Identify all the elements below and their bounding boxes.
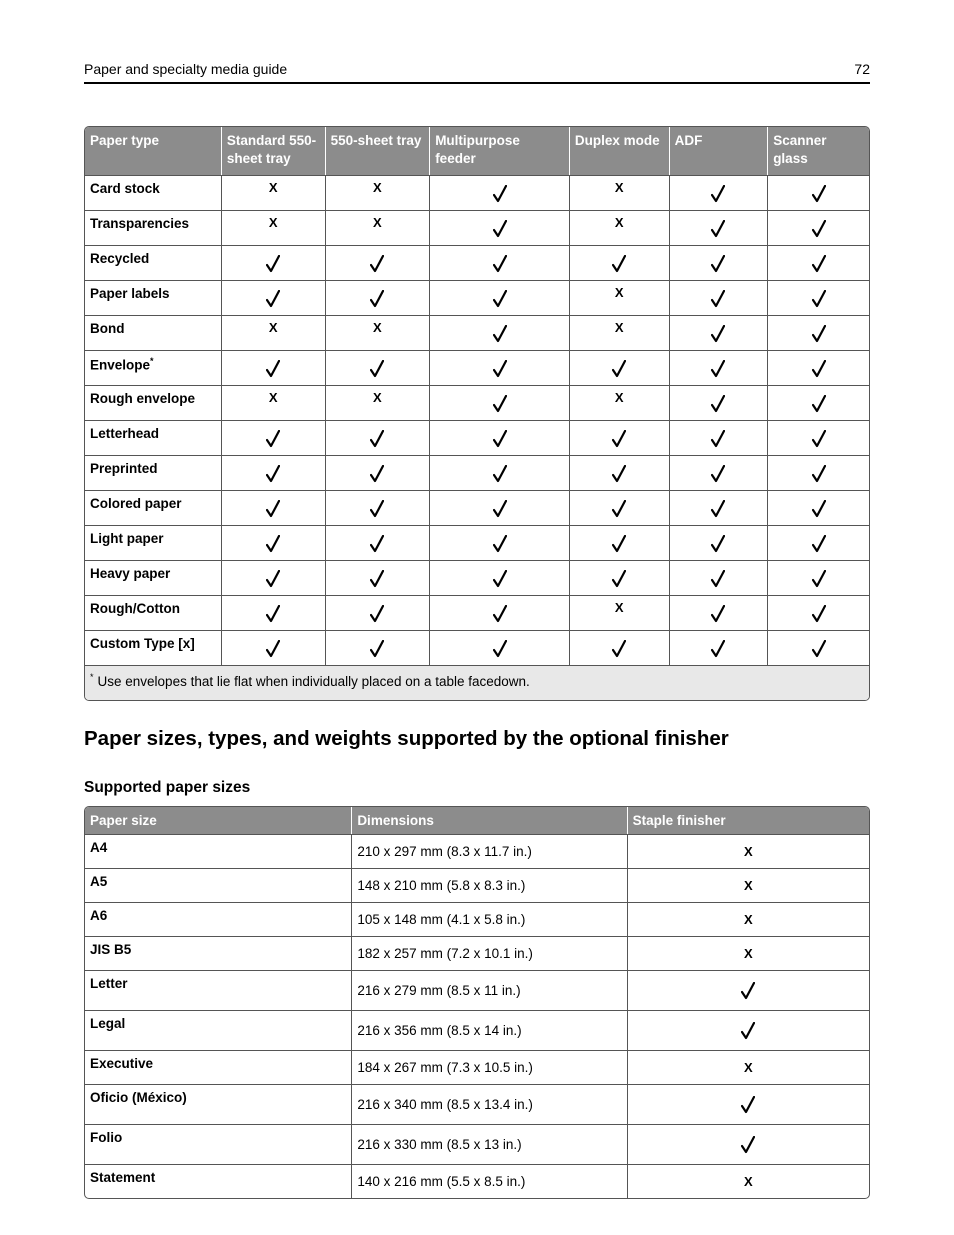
support-cell	[670, 385, 769, 420]
table-row	[85, 1124, 869, 1164]
paper-type-label: Rough envelope	[90, 391, 196, 406]
table-row	[85, 455, 869, 490]
checkmark-icon	[711, 640, 725, 658]
support-cell	[326, 245, 431, 280]
checkmark-icon	[711, 290, 725, 308]
support-cell	[430, 560, 570, 595]
paper-size-table	[84, 806, 870, 1199]
x-mark: X	[743, 1060, 753, 1075]
x-mark: X	[743, 878, 753, 893]
paper-type-cell	[85, 315, 222, 350]
paper-type-label: Letterhead	[90, 426, 160, 441]
column-header: Paper type	[85, 127, 222, 175]
x-mark: X	[373, 179, 382, 195]
checkmark-icon	[370, 290, 384, 308]
footnote-row	[85, 665, 869, 700]
support-cell	[570, 595, 670, 630]
support-cell	[430, 245, 570, 280]
checkmark-icon	[370, 605, 384, 623]
support-cell	[430, 210, 570, 245]
support-cell	[768, 175, 869, 210]
table-row	[85, 595, 869, 630]
checkmark-icon	[266, 640, 280, 658]
support-cell	[670, 350, 769, 385]
x-mark: X	[743, 1174, 753, 1189]
support-cell	[570, 350, 670, 385]
table-row	[85, 560, 869, 595]
table-row	[85, 210, 869, 245]
paper-type-cell	[85, 630, 222, 665]
paper-type-support-table	[84, 126, 870, 701]
checkmark-icon	[812, 395, 826, 413]
paper-size-cell: Oficio (México)	[85, 1084, 352, 1124]
checkmark-icon	[493, 185, 507, 203]
checkmark-icon	[741, 982, 755, 1000]
support-cell	[222, 595, 326, 630]
footnote-symbol: *	[90, 672, 94, 682]
support-cell	[222, 560, 326, 595]
staple-cell	[628, 902, 869, 936]
support-cell	[768, 560, 869, 595]
checkmark-icon	[370, 465, 384, 483]
support-cell	[570, 420, 670, 455]
support-cell	[570, 245, 670, 280]
checkmark-icon	[812, 500, 826, 518]
support-cell	[670, 280, 769, 315]
checkmark-icon	[370, 570, 384, 588]
support-cell	[570, 315, 670, 350]
checkmark-icon	[370, 360, 384, 378]
checkmark-icon	[711, 220, 725, 238]
x-mark: X	[614, 179, 624, 195]
support-cell	[570, 490, 670, 525]
column-header: ADF	[670, 127, 769, 175]
paper-type-label: Colored paper	[90, 496, 182, 511]
support-cell	[326, 280, 431, 315]
column-header: Multipurpose feeder	[430, 127, 570, 175]
page-number: 72	[854, 61, 870, 77]
support-cell	[326, 210, 431, 245]
paper-type-label: Envelope	[90, 357, 151, 373]
checkmark-icon	[370, 255, 384, 273]
paper-type-label: Paper labels	[90, 286, 170, 301]
support-cell	[430, 525, 570, 560]
checkmark-icon	[711, 605, 725, 623]
support-cell	[768, 420, 869, 455]
paper-type-label: Preprinted	[90, 461, 158, 476]
checkmark-icon	[370, 535, 384, 553]
support-cell	[430, 315, 570, 350]
table-row	[85, 385, 869, 420]
checkmark-icon	[493, 220, 507, 238]
support-cell	[430, 385, 570, 420]
checkmark-icon	[493, 500, 507, 518]
support-cell	[670, 525, 769, 560]
dimensions-cell: 216 x 340 mm (8.5 x 13.4 in.)	[352, 1084, 627, 1124]
paper-type-label: Light paper	[90, 531, 164, 546]
support-cell	[570, 455, 670, 490]
paper-type-cell	[85, 245, 222, 280]
checkmark-icon	[493, 290, 507, 308]
support-cell	[326, 595, 431, 630]
support-cell	[570, 280, 670, 315]
paper-size-cell: Folio	[85, 1124, 352, 1164]
support-cell	[326, 525, 431, 560]
table-row	[85, 1084, 869, 1124]
support-cell	[222, 630, 326, 665]
checkmark-icon	[370, 500, 384, 518]
paper-size-cell: JIS B5	[85, 936, 352, 970]
paper-size-cell: Legal	[85, 1010, 352, 1050]
table-row	[85, 834, 869, 868]
support-cell	[222, 245, 326, 280]
paper-type-cell	[85, 175, 222, 210]
support-cell	[768, 210, 869, 245]
dimensions-cell: 210 x 297 mm (8.3 x 11.7 in.)	[352, 834, 627, 868]
support-cell	[222, 350, 326, 385]
x-mark: X	[614, 284, 624, 300]
checkmark-icon	[812, 290, 826, 308]
checkmark-icon	[612, 360, 626, 378]
table-row	[85, 1010, 869, 1050]
table-row	[85, 525, 869, 560]
checkmark-icon	[266, 500, 280, 518]
checkmark-icon	[812, 430, 826, 448]
x-mark: X	[743, 912, 753, 927]
x-mark: X	[614, 389, 624, 405]
staple-cell	[628, 1010, 869, 1050]
paper-type-cell	[85, 490, 222, 525]
dimensions-cell: 216 x 356 mm (8.5 x 14 in.)	[352, 1010, 627, 1050]
support-cell	[768, 490, 869, 525]
checkmark-icon	[741, 1096, 755, 1114]
support-cell	[768, 385, 869, 420]
dimensions-cell: 148 x 210 mm (5.8 x 8.3 in.)	[352, 868, 627, 902]
table-row	[85, 902, 869, 936]
column-header: Scanner glass	[768, 127, 869, 175]
checkmark-icon	[612, 430, 626, 448]
checkmark-icon	[812, 185, 826, 203]
paper-type-label: Custom Type [x]	[90, 636, 195, 651]
checkmark-icon	[612, 255, 626, 273]
column-header: Dimensions	[352, 807, 627, 834]
support-cell	[768, 350, 869, 385]
x-mark: X	[614, 214, 624, 230]
checkmark-icon	[711, 500, 725, 518]
paper-type-cell	[85, 560, 222, 595]
footnote-ref: *	[150, 356, 154, 366]
checkmark-icon	[370, 640, 384, 658]
checkmark-icon	[493, 430, 507, 448]
paper-type-cell	[85, 595, 222, 630]
support-cell	[670, 560, 769, 595]
support-cell	[326, 350, 431, 385]
checkmark-icon	[266, 360, 280, 378]
table-row	[85, 245, 869, 280]
checkmark-icon	[493, 360, 507, 378]
page-header	[84, 60, 870, 84]
support-cell	[430, 280, 570, 315]
dimensions-cell: 182 x 257 mm (7.2 x 10.1 in.)	[352, 936, 627, 970]
support-cell	[570, 210, 670, 245]
support-cell	[670, 315, 769, 350]
checkmark-icon	[812, 255, 826, 273]
table-footnote	[85, 665, 869, 700]
checkmark-icon	[266, 535, 280, 553]
checkmark-icon	[493, 570, 507, 588]
checkmark-icon	[266, 465, 280, 483]
section-heading: Paper sizes, types, and weights supported by the optional finisher	[84, 727, 729, 750]
support-cell	[222, 280, 326, 315]
table-row	[85, 490, 869, 525]
table-row	[85, 315, 869, 350]
checkmark-icon	[711, 430, 725, 448]
checkmark-icon	[612, 640, 626, 658]
support-cell	[570, 525, 670, 560]
paper-type-cell	[85, 455, 222, 490]
staple-cell	[628, 1084, 869, 1124]
support-cell	[670, 595, 769, 630]
checkmark-icon	[612, 500, 626, 518]
paper-type-label: Bond	[90, 321, 125, 336]
support-cell	[768, 280, 869, 315]
checkmark-icon	[493, 255, 507, 273]
support-cell	[326, 560, 431, 595]
column-header: Standard 550-sheet tray	[222, 127, 326, 175]
checkmark-icon	[612, 570, 626, 588]
support-cell	[768, 315, 869, 350]
support-cell	[570, 175, 670, 210]
paper-type-cell	[85, 420, 222, 455]
x-mark: X	[268, 214, 278, 230]
support-cell	[670, 420, 769, 455]
checkmark-icon	[812, 535, 826, 553]
staple-cell	[628, 868, 869, 902]
checkmark-icon	[266, 605, 280, 623]
x-mark: X	[373, 319, 382, 335]
paper-size-cell: Statement	[85, 1164, 352, 1198]
support-cell	[430, 595, 570, 630]
table-row	[85, 868, 869, 902]
table-row	[85, 420, 869, 455]
staple-cell	[628, 1050, 869, 1084]
table-row	[85, 630, 869, 665]
checkmark-icon	[711, 395, 725, 413]
checkmark-icon	[493, 640, 507, 658]
checkmark-icon	[266, 255, 280, 273]
checkmark-icon	[493, 395, 507, 413]
x-mark: X	[743, 946, 753, 961]
paper-type-cell	[85, 350, 222, 385]
column-header: Staple finisher	[628, 807, 869, 834]
checkmark-icon	[812, 605, 826, 623]
checkmark-icon	[741, 1022, 755, 1040]
checkmark-icon	[266, 570, 280, 588]
staple-cell	[628, 1164, 869, 1198]
x-mark: X	[268, 389, 278, 405]
support-cell	[326, 315, 431, 350]
support-cell	[430, 350, 570, 385]
x-mark: X	[268, 179, 278, 195]
subsection-heading: Supported paper sizes	[84, 779, 251, 796]
support-cell	[768, 595, 869, 630]
checkmark-icon	[711, 255, 725, 273]
footnote-text: Use envelopes that lie flat when individually placed on a table facedown.	[97, 673, 530, 689]
table-row	[85, 1050, 869, 1084]
column-header: 550-sheet tray	[326, 127, 431, 175]
support-cell	[430, 630, 570, 665]
checkmark-icon	[612, 465, 626, 483]
support-cell	[326, 420, 431, 455]
checkmark-icon	[711, 570, 725, 588]
checkmark-icon	[493, 465, 507, 483]
table-row	[85, 280, 869, 315]
support-cell	[222, 210, 326, 245]
dimensions-cell: 216 x 330 mm (8.5 x 13 in.)	[352, 1124, 627, 1164]
dimensions-cell: 216 x 279 mm (8.5 x 11 in.)	[352, 970, 627, 1010]
support-cell	[326, 455, 431, 490]
support-cell	[222, 455, 326, 490]
x-mark: X	[373, 389, 382, 405]
paper-type-cell	[85, 210, 222, 245]
support-cell	[326, 175, 431, 210]
support-cell	[570, 630, 670, 665]
support-cell	[222, 315, 326, 350]
support-cell	[430, 175, 570, 210]
staple-cell	[628, 1124, 869, 1164]
support-cell	[326, 630, 431, 665]
checkmark-icon	[266, 430, 280, 448]
paper-size-cell: A5	[85, 868, 352, 902]
paper-type-label: Transparencies	[90, 216, 190, 231]
support-cell	[430, 420, 570, 455]
checkmark-icon	[493, 535, 507, 553]
checkmark-icon	[711, 325, 725, 343]
support-cell	[768, 455, 869, 490]
checkmark-icon	[266, 290, 280, 308]
paper-size-cell: A6	[85, 902, 352, 936]
checkmark-icon	[612, 535, 626, 553]
dimensions-cell: 140 x 216 mm (5.5 x 8.5 in.)	[352, 1164, 627, 1198]
paper-type-label: Rough/Cotton	[90, 601, 180, 616]
paper-size-cell: A4	[85, 834, 352, 868]
column-header: Duplex mode	[570, 127, 670, 175]
support-cell	[222, 385, 326, 420]
x-mark: X	[373, 214, 382, 230]
support-cell	[326, 385, 431, 420]
checkmark-icon	[812, 570, 826, 588]
paper-type-cell	[85, 280, 222, 315]
checkmark-icon	[812, 360, 826, 378]
paper-type-cell	[85, 525, 222, 560]
x-mark: X	[743, 844, 753, 859]
paper-type-label: Heavy paper	[90, 566, 171, 581]
x-mark: X	[614, 599, 624, 615]
x-mark: X	[268, 319, 278, 335]
checkmark-icon	[493, 605, 507, 623]
staple-cell	[628, 834, 869, 868]
checkmark-icon	[711, 360, 725, 378]
table-row	[85, 970, 869, 1010]
table-row	[85, 1164, 869, 1198]
document-title: Paper and specialty media guide	[84, 61, 288, 77]
support-cell	[768, 525, 869, 560]
checkmark-icon	[711, 185, 725, 203]
checkmark-icon	[812, 640, 826, 658]
paper-type-label: Card stock	[90, 181, 160, 196]
support-cell	[670, 210, 769, 245]
checkmark-icon	[812, 325, 826, 343]
checkmark-icon	[711, 465, 725, 483]
support-cell	[768, 630, 869, 665]
checkmark-icon	[493, 325, 507, 343]
table-row	[85, 175, 869, 210]
checkmark-icon	[370, 430, 384, 448]
support-cell	[670, 175, 769, 210]
checkmark-icon	[741, 1136, 755, 1154]
support-cell	[670, 490, 769, 525]
table-row	[85, 936, 869, 970]
paper-size-cell: Letter	[85, 970, 352, 1010]
column-header: Paper size	[85, 807, 352, 834]
support-cell	[430, 455, 570, 490]
support-cell	[670, 455, 769, 490]
paper-type-label: Recycled	[90, 251, 150, 266]
dimensions-cell: 105 x 148 mm (4.1 x 5.8 in.)	[352, 902, 627, 936]
x-mark: X	[614, 319, 624, 335]
support-cell	[768, 245, 869, 280]
checkmark-icon	[812, 220, 826, 238]
support-cell	[570, 385, 670, 420]
paper-type-cell	[85, 385, 222, 420]
support-cell	[430, 490, 570, 525]
support-cell	[670, 630, 769, 665]
staple-cell	[628, 936, 869, 970]
staple-cell	[628, 970, 869, 1010]
support-cell	[570, 560, 670, 595]
paper-size-cell: Executive	[85, 1050, 352, 1084]
support-cell	[222, 420, 326, 455]
support-cell	[326, 490, 431, 525]
support-cell	[222, 175, 326, 210]
checkmark-icon	[812, 465, 826, 483]
support-cell	[670, 245, 769, 280]
support-cell	[222, 490, 326, 525]
dimensions-cell: 184 x 267 mm (7.3 x 10.5 in.)	[352, 1050, 627, 1084]
checkmark-icon	[711, 535, 725, 553]
support-cell	[222, 525, 326, 560]
table-row	[85, 350, 869, 385]
